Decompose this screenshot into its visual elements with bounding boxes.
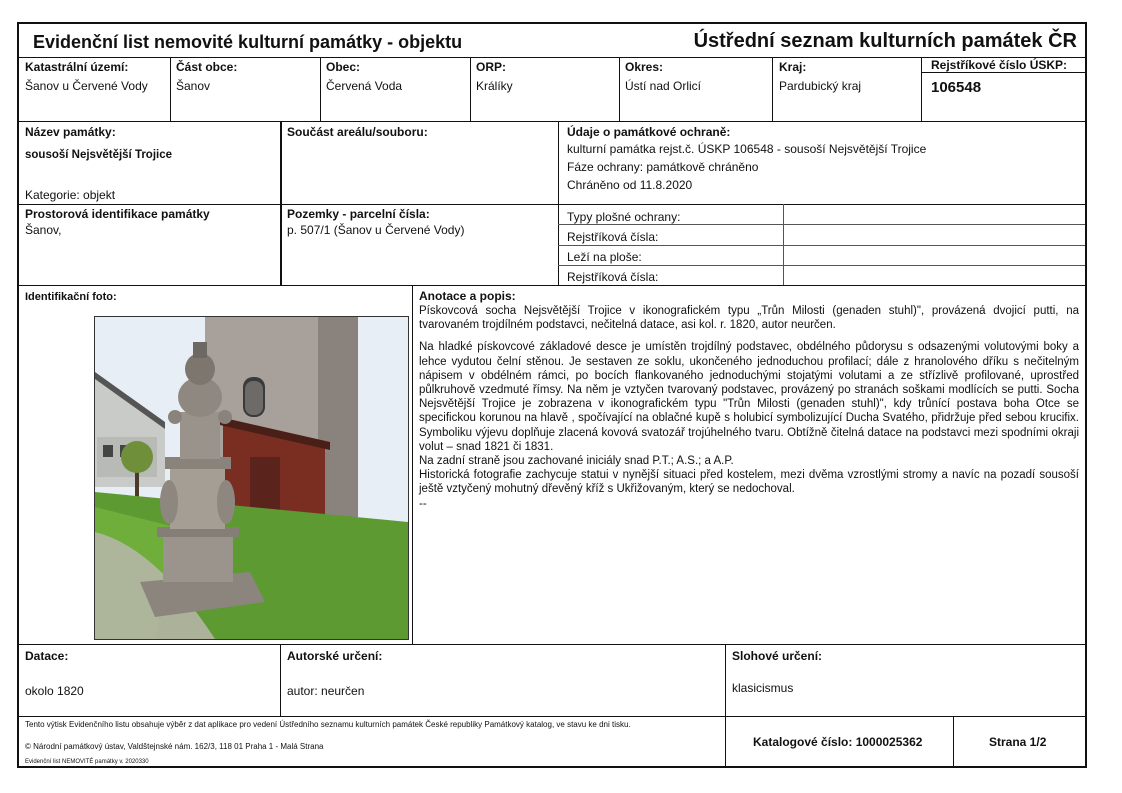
rejst-label: Rejstříkové číslo ÚSKP:	[931, 58, 1068, 72]
divider	[19, 57, 1085, 58]
typy-label: Typy plošné ochrany:	[567, 210, 681, 224]
rejst1-label: Rejstříková čísla:	[567, 230, 659, 244]
katastr-value: Šanov u Červené Vody	[25, 79, 148, 93]
sloh-label: Slohové určení:	[732, 649, 823, 663]
kategorie: Kategorie: objekt	[25, 188, 116, 202]
register-title: Ústřední seznam kulturních památek ČR	[693, 30, 1077, 52]
pozemky-value: p. 507/1 (Šanov u Červené Vody)	[287, 223, 465, 237]
obec-label: Obec:	[326, 60, 361, 74]
description-p2: Na hladké pískovcové základové desce je umístěn trojdílný podstavec, obdélného půdorysu s odsazenými volutovými boky a lehce vydutou čelní stěnou. Je sestaven ze soklu, ukončeného jednoduchou profilací; dále z hranolového dříku s nečitelným nápisem v obdélném rámci, po bocích flankovaného jednoduchými stojatými volutami a ze střízlivě profilované, uprostřed půlkruhově vzedmuté římsy. Na něm je vztyčen tvarovaný podstavec, provázený po stranách soškami modlících se putti. Socha Nejsvětější Trojice je zobrazena v ikonografickém typu "Trůn Milosti (genaden stuhl)", kdy trůnící postava boha Otce se specifickou korunou na hlavě , spočívající na oblačné kupě s holubicí symbolizující Ducha Svatého, přidržuje před sebou krucifix. Symboliku výjevu doplňuje zlacená kovová svatozář trojúhelného tvaru. Obtížně čitelná datace na podstavci mezi spodními okraji volut – snad 1821 či 1831.	[419, 341, 1079, 453]
footer-version: Evidenční list NEMOVITÉ památky v. 2020330	[25, 759, 149, 765]
description-p4: Historická fotografie zachycuje statui v nynější situaci před kostelem, mezi dvěma vzrostlými stromy a navíc na pozadí sousoší ještě vztyčený mohutný dřevěný kříž s Ukřižovaným, který se nedochoval.	[419, 469, 1079, 496]
page-indicator: Strana 1/2	[989, 735, 1047, 749]
cast-obce-value: Šanov	[176, 79, 211, 93]
obec-value: Červená Voda	[326, 79, 403, 93]
description-p1: Pískovcová socha Nejsvětější Trojice v ikonografickém typu „Trůn Milosti (genaden stuhl)", provázená dvojicí putti, na tvarovaném trojdílném podstavci, nečitelná datace, asi kol. r. 1820, autor neurčen.	[419, 305, 1079, 332]
cast-obce-label: Část obce:	[176, 60, 238, 74]
nazev-label: Název památky:	[25, 125, 116, 139]
description-text	[419, 304, 1079, 511]
prostor-label: Prostorová identifikace památky	[25, 207, 210, 221]
description-p3: Na zadní straně jsou zachované iniciály snad P.T.; A.S.; a A.P.	[419, 455, 734, 468]
udaje-line3: Chráněno od 11.8.2020	[567, 178, 693, 192]
nazev-value: sousoší Nejsvětější Trojice	[25, 149, 173, 161]
anotace-label: Anotace a popis:	[419, 289, 516, 303]
autor-label: Autorské určení:	[287, 649, 383, 663]
udaje-line2: Fáze ochrany: památkově chráněno	[567, 160, 759, 174]
autor-value: autor: neurčen	[287, 684, 365, 698]
record-sheet	[17, 22, 1087, 768]
statue-photo-illustration	[95, 317, 408, 639]
soucast-label: Součást areálu/souboru:	[287, 125, 428, 139]
katastr-label: Katastrální území:	[25, 60, 129, 74]
prostor-value: Šanov,	[25, 223, 62, 237]
identification-photo	[94, 316, 409, 640]
rejst2-label: Rejstříková čísla:	[567, 270, 659, 284]
udaje-label: Údaje o památkové ochraně:	[567, 125, 731, 139]
udaje-line1: kulturní památka rejst.č. ÚSKP 106548 - sousoší Nejsvětější Trojice	[567, 142, 927, 156]
footer-copyright: © Národní památkový ústav, Valdštejnské nám. 162/3, 118 01 Praha 1 - Malá Strana	[25, 742, 324, 751]
okres-label: Okres:	[625, 60, 664, 74]
orp-label: ORP:	[476, 60, 506, 74]
sheet-title: Evidenční list nemovité kulturní památky - objektu	[33, 32, 463, 52]
datace-label: Datace:	[25, 649, 69, 663]
kraj-label: Kraj:	[779, 60, 807, 74]
orp-value: Králíky	[476, 79, 513, 93]
rejst-value: 106548	[931, 79, 982, 96]
footer-note: Tento výtisk Evidenčního listu obsahuje výběr z dat aplikace pro vedení Ústředního seznamu kulturních památek České republiky Památkový katalog, ve stavu ke dni tisku.	[25, 720, 631, 729]
foto-label: Identifikační foto:	[25, 291, 117, 303]
datace-value: okolo 1820	[25, 684, 84, 698]
katalog-number: Katalogové číslo: 1000025362	[753, 735, 923, 749]
okres-value: Ústí nad Orlicí	[625, 79, 702, 93]
kraj-value: Pardubický kraj	[779, 79, 862, 93]
lezi-label: Leží na ploše:	[567, 250, 642, 264]
pozemky-label: Pozemky - parcelní čísla:	[287, 207, 430, 221]
description-p5: --	[419, 497, 427, 510]
sloh-value: klasicismus	[732, 681, 794, 695]
